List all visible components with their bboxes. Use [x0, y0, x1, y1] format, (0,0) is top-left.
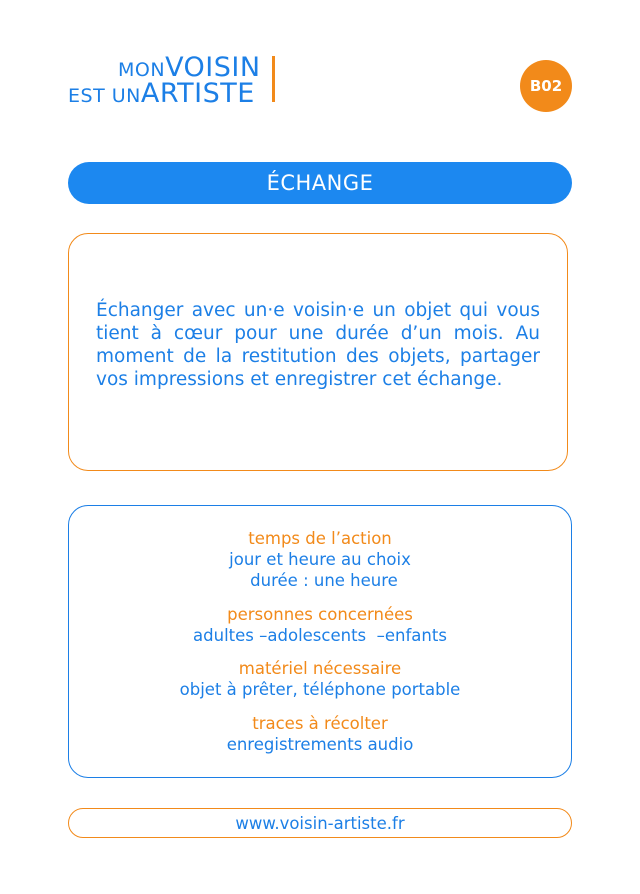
- description-box: [68, 233, 568, 471]
- description-text: Échanger avec un·e voisin·e un objet qui vous tient à cœur pour une durée d’un mois. Au moment de la restitution des objets, partager vos impressions et enregistrer cet échange.: [96, 300, 540, 390]
- logo-voisin: VOISIN: [165, 52, 261, 83]
- card-code-badge: B02: [520, 60, 572, 112]
- info-time-line2: durée : une heure: [250, 571, 398, 590]
- info-traces-value: enregistrements audio: [226, 735, 414, 754]
- card-title: ÉCHANGE: [68, 162, 572, 204]
- info-material-title: matériel nécessaire: [238, 659, 402, 678]
- logo: [68, 52, 288, 108]
- logo-est-un: EST UN: [68, 85, 141, 107]
- info-people-value: adultes –adolescents –enfants: [193, 626, 447, 645]
- website-url[interactable]: www.voisin-artiste.fr: [68, 808, 572, 838]
- logo-accent-bar: [272, 56, 275, 102]
- info-material: [69, 658, 571, 700]
- info-time-title: temps de l’action: [248, 529, 392, 548]
- info-material-value: objet à prêter, téléphone portable: [179, 680, 461, 699]
- logo-mon: MON: [118, 59, 166, 81]
- info-people-title: personnes concernées: [227, 605, 413, 624]
- info-box: [68, 505, 572, 778]
- info-people: [69, 604, 571, 646]
- info-time-line1: jour et heure au choix: [229, 550, 411, 569]
- logo-row-bottom: [68, 78, 255, 109]
- info-traces: [69, 713, 571, 755]
- info-time: [69, 528, 571, 591]
- info-traces-title: traces à récolter: [252, 714, 388, 733]
- logo-artiste: ARTISTE: [140, 78, 255, 109]
